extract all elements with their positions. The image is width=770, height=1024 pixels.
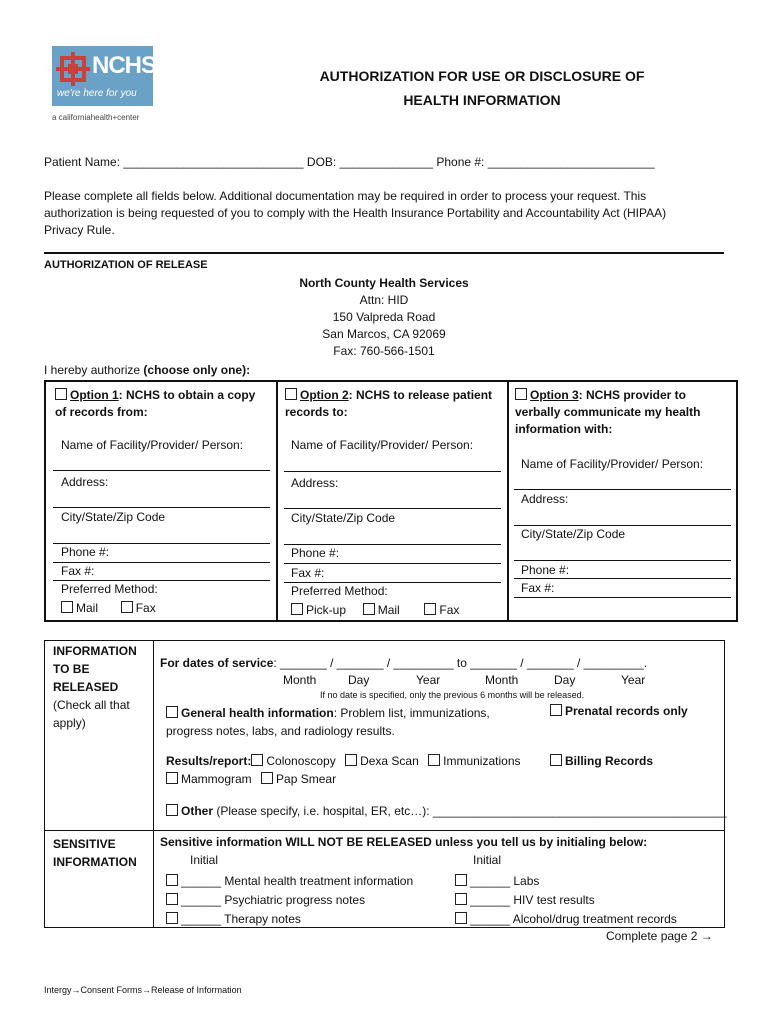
option2-fax-label: Fax #:: [291, 566, 325, 580]
option3-city-label: City/State/Zip Code: [521, 527, 626, 541]
option2-checkbox[interactable]: [285, 388, 297, 400]
release-heading: AUTHORIZATION OF RELEASE: [44, 259, 208, 271]
intro-text: Please complete all fields below. Additional documentation may be required in order to process your request. This authorization is being requested of you to comply with the Health Insurance Portability and Accountability Act (HIPAA) Privacy Rule.: [44, 189, 667, 237]
option3-address-field[interactable]: [514, 525, 731, 526]
option1-fax-label: Fax #:: [61, 564, 95, 578]
other-checkbox[interactable]: [166, 804, 178, 816]
release-address: North County Health Services Attn: HID 150 Valpreda Road San Marcos, CA 92069 Fax: 760-566-1501: [299, 276, 469, 358]
billing-checkbox[interactable]: [550, 754, 562, 766]
option3-checkbox[interactable]: [515, 388, 527, 400]
option1-phone-label: Phone #:: [61, 545, 110, 559]
option1-fax-checkbox[interactable]: [121, 601, 133, 613]
logo-subtitle: a californiahealth+center: [52, 113, 140, 122]
prenatal-checkbox[interactable]: [550, 704, 562, 716]
option1-address-label: Address:: [61, 475, 109, 489]
option1-mail-checkbox[interactable]: [61, 601, 73, 613]
option1-city-label: City/State/Zip Code: [61, 510, 166, 524]
option3-fax-label: Fax #:: [521, 581, 555, 595]
option2-address-field[interactable]: [284, 508, 501, 509]
initial-label-2: Initial: [473, 853, 502, 867]
option2-method-options: Pick-up Mail Fax: [291, 603, 459, 617]
other-option[interactable]: Other (Please specify, i.e. hospital, ER, etc…): ____________________________________________: [166, 804, 727, 818]
sensitive-heading: Sensitive information WILL NOT BE RELEASED unless you tell us by initialing below:: [160, 835, 648, 849]
date-day1-label: Day: [348, 673, 370, 687]
date-day2-label: Day: [554, 673, 576, 687]
sensitive-item-psychiatric[interactable]: ______ Psychiatric progress notes: [166, 891, 413, 910]
papsmear-checkbox[interactable]: [261, 772, 273, 784]
dexa-checkbox[interactable]: [345, 754, 357, 766]
billing-option[interactable]: Billing Records: [550, 754, 653, 768]
prenatal-option[interactable]: Prenatal records only: [550, 704, 688, 718]
option3-name-label: Name of Facility/Provider/ Person:: [521, 457, 704, 471]
mammogram-checkbox[interactable]: [166, 772, 178, 784]
info-label: INFORMATION TO BE RELEASED (Check all that apply): [53, 644, 137, 730]
option2-name-label: Name of Facility/Provider/ Person:: [291, 438, 474, 452]
sensitive-item-mental-health[interactable]: ______ Mental health treatment information: [166, 872, 413, 891]
option2-checkbox-label[interactable]: Option 2: NCHS to release patient records to:: [285, 388, 493, 419]
option3-checkbox-label[interactable]: Option 3: NCHS provider to verbally communicate my health information with:: [515, 388, 701, 436]
alcohol-drug-checkbox[interactable]: [455, 912, 467, 924]
hiv-checkbox[interactable]: [455, 893, 467, 905]
option2-name-field[interactable]: [284, 471, 501, 472]
option1-name-field[interactable]: [53, 470, 270, 471]
divider: [44, 252, 724, 254]
logo: [52, 46, 157, 106]
complete-page-2: Complete page 2 →: [606, 929, 713, 943]
option2-city-label: City/State/Zip Code: [291, 511, 396, 525]
colonoscopy-checkbox[interactable]: [251, 754, 263, 766]
sensitive-right-items: [455, 872, 677, 929]
option3-city-field[interactable]: [514, 560, 731, 561]
labs-checkbox[interactable]: [455, 874, 467, 886]
mental-health-checkbox[interactable]: [166, 874, 178, 886]
sensitive-left-items: [166, 872, 413, 929]
option1-checkbox-label[interactable]: Option 1: NCHS to obtain a copy of records from:: [55, 388, 256, 419]
sensitive-item-hiv[interactable]: ______ HIV test results: [455, 891, 677, 910]
date-month1-label: Month: [283, 673, 317, 687]
date-year1-label: Year: [416, 673, 441, 687]
psychiatric-checkbox[interactable]: [166, 893, 178, 905]
option2-method-label: Preferred Method:: [291, 584, 388, 598]
option2-address-label: Address:: [291, 476, 339, 490]
option2-mail-checkbox[interactable]: [363, 603, 375, 615]
sensitive-item-alcohol-drug[interactable]: ______ Alcohol/drug treatment records: [455, 910, 677, 929]
date-month2-label: Month: [485, 673, 519, 687]
patient-info-line[interactable]: Patient Name: ___________________________ DOB: ______________ Phone #: _________________________: [44, 155, 655, 169]
logo-name: NCHS: [92, 52, 157, 79]
sensitive-item-therapy[interactable]: ______ Therapy notes: [166, 910, 413, 929]
option1-method-label: Preferred Method:: [61, 582, 158, 596]
document-title: AUTHORIZATION FOR USE OR DISCLOSURE OF HEALTH INFORMATION: [319, 68, 645, 108]
option2-fax-checkbox[interactable]: [424, 603, 436, 615]
therapy-checkbox[interactable]: [166, 912, 178, 924]
option1-address-field[interactable]: [53, 507, 270, 508]
option2-city-field[interactable]: [284, 544, 501, 545]
option3-phone-label: Phone #:: [521, 563, 570, 577]
nchs-logo-mark-icon: [56, 52, 90, 86]
initial-label-1: Initial: [190, 853, 219, 867]
general-health-checkbox[interactable]: [166, 706, 178, 718]
date-year2-label: Year: [621, 673, 646, 687]
option1-city-field[interactable]: [53, 543, 270, 544]
option2-phone-label: Phone #:: [291, 546, 340, 560]
option3-name-field[interactable]: [514, 489, 731, 490]
authorize-line: I hereby authorize (choose only one):: [44, 363, 251, 377]
option2-pickup-checkbox[interactable]: [291, 603, 303, 615]
general-health-option[interactable]: General health information: Problem list, immunizations, progress notes, labs, and radiology results.: [166, 706, 490, 738]
logo-tagline: we're here for you: [57, 88, 137, 99]
option1-method-options: Mail Fax: [61, 601, 156, 615]
option1-checkbox[interactable]: [55, 388, 67, 400]
immunizations-checkbox[interactable]: [428, 754, 440, 766]
sensitive-item-labs[interactable]: ______ Labs: [455, 872, 677, 891]
footer-path: Intergy→Consent Forms→Release of Information: [44, 985, 242, 995]
dates-of-service[interactable]: For dates of service: _______ / _______ / _________ to _______ / _______ / _________.: [160, 656, 648, 670]
option1-name-label: Name of Facility/Provider/ Person:: [61, 438, 244, 452]
option3-address-label: Address:: [521, 492, 569, 506]
date-note: If no date is specified, only the previous 6 months will be released.: [320, 690, 585, 700]
sensitive-label: SENSITIVE INFORMATION: [53, 837, 137, 869]
results-options: Results/report: Colonoscopy Dexa Scan Immunizations: [166, 754, 521, 768]
results-options-row2: Mammogram Pap Smear: [166, 772, 336, 786]
